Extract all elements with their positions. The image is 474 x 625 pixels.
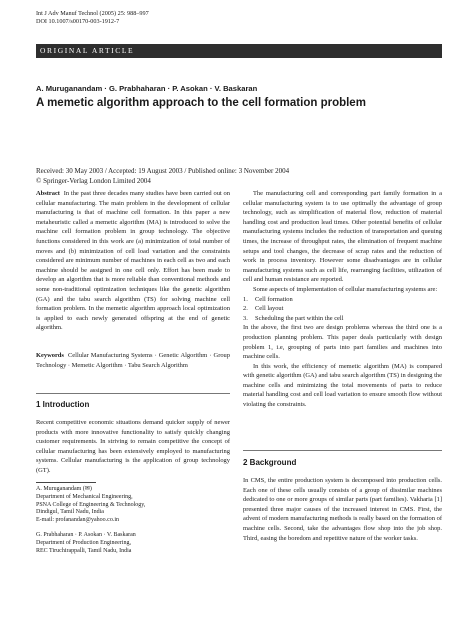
abstract-label: Abstract (36, 190, 60, 197)
abstract-block (36, 189, 230, 333)
received-dates: Received: 30 May 2003 / Accepted: 19 August 2003 / Published online: 3 November 2004 (36, 167, 290, 175)
author-list: A. Muruganandam · G. Prabhaharan · P. Asokan · V. Baskaran (36, 84, 258, 93)
right-column-text (243, 189, 442, 410)
affiliation-line: Department of Production Engineering, (36, 539, 131, 546)
keywords-block (36, 351, 230, 370)
affiliation-line: Dindigul, Tamil Nadu, India (36, 509, 104, 516)
affiliation-line: PSNA College of Engineering & Technology, (36, 501, 146, 508)
introduction-paragraph: Recent competitive economic situations demand quicker supply of newer products with more innovative functionality to satisfy quickly changing customer requirements. In striving to remain competitive the concept of cellular manufacturing has been extensively employed to manufacturing systems. Cellular manufacturing is the application of group technology (GT). (36, 419, 230, 474)
copyright-line: © Springer-Verlag London Limited 2004 (36, 176, 151, 185)
background-paragraph: In CMS, the entire production system is decomposed into production cells. Each one of these cells usually consists of a group of dissimilar machines dedicated to one or more groups of similar parts (part families). Vakharia [1] presented three major causes of the increased interest in CMS. First, the advent of modern manufacturing methods is really based on the formation of machine cells. Second, take the advantages flow shop into the job shop. Third, easing the boredom and repetitive nature of the worker tasks. (243, 477, 442, 542)
background-text (243, 476, 442, 543)
body-paragraph: Some aspects of implementation of cellular manufacturing systems are: (253, 285, 438, 293)
affiliation-line: REC Tiruchirappalli, Tamil Nadu, India (36, 547, 132, 554)
keywords-label: Keywords (36, 352, 64, 359)
keywords-text: Cellular Manufacturing Systems · Genetic Algorithm · Group Technology · Memetic Algorithm · Tabu Search Algorithm (36, 352, 230, 369)
list-item: 1. Cell formation (243, 295, 293, 303)
body-paragraph: In this work, the efficiency of memetic algorithm (MA) is compared with genetic algorithm (GA) and tabu search algorithm (TS) in designing the machine cells and minimizing the total movements of parts to reduce material handling cost and cell load variation to ensure smooth flow without violating the constraints. (243, 362, 442, 409)
paper-title: A memetic algorithm approach to the cell formation problem (36, 97, 366, 109)
section-heading-introduction: 1 Introduction (36, 400, 90, 409)
journal-citation (36, 10, 149, 26)
publication-dates (36, 167, 289, 186)
journal-citation-line: Int J Adv Manuf Technol (2005) 25: 988–997 (36, 10, 149, 17)
list-item: 3. Scheduling the part within the cell (243, 314, 344, 322)
author-affiliations (36, 486, 230, 555)
body-paragraph: In the above, the first two are design problems whereas the third one is a production planning problem. This paper deals particularly with design problem 1, i.e, grouping of parts into part families and machines into machine cells. (243, 324, 442, 361)
section-divider (36, 393, 230, 394)
author-email: E-mail: profanandan@yahoo.co.in (36, 517, 119, 524)
affiliation-line: Department of Mechanical Engineering, (36, 493, 133, 500)
article-type-banner: ORIGINAL ARTICLE (36, 44, 442, 58)
implementation-aspects-list (243, 295, 442, 324)
footnote-divider (36, 482, 96, 483)
coauthor-list: G. Prabhaharan · P. Asokan · V. Baskaran (36, 531, 136, 538)
body-paragraph: The manufacturing cell and corresponding part family formation in a cellular manufacturing system is to use optimally the advantage of group technology, such as simplification of material flow, reduction of material handling cost and production lead times. Other potential benefits of cellular manufacturing systems includes the reduction of transportation and queuing times, the increase of throughput rates, the elimination of frequent machine setups and tool changes, the decrease of scrap rates and the reduction of work in process inventory. However some disadvantages are in cellular manufacturing systems such as cell life, rearranging facilities, utilization of cell and human resistance are reported. (243, 190, 442, 284)
doi-line: DOI 10.1007/s00170-003-1912-7 (36, 18, 120, 25)
section-heading-background: 2 Background (243, 458, 297, 467)
corresponding-author: A. Muruganandam (✉) (36, 486, 92, 492)
list-item: 2. Cell layout (243, 305, 284, 313)
abstract-text: In the past three decades many studies have been carried out on cellular manufacturing. The main problem in the development of cellular manufacturing is that of machine cell formation. In this paper a new metaheuristic called a memetic algorithm (MA) is introduced to solve the machine cell formation problem in group technology. The objective functions considered in this work are (a) minimization of total number of moves and (b) minimization of cell load variation and the constraints considered are minimum number of machines in each cell as two and each machine should be assigned in one cell only. Effort has been made to develop an algorithm that is more reliable than conventional methods and some non-traditional optimization techniques like the genetic algorithm (GA) and the tabu search algorithm (TS) for solving machine cell formation problem. In the memetic algorithm approach local optimization is applied to each newly generated offspring at the end of genetic algorithm. (36, 190, 230, 332)
introduction-text (36, 418, 230, 476)
section-divider (243, 450, 442, 451)
